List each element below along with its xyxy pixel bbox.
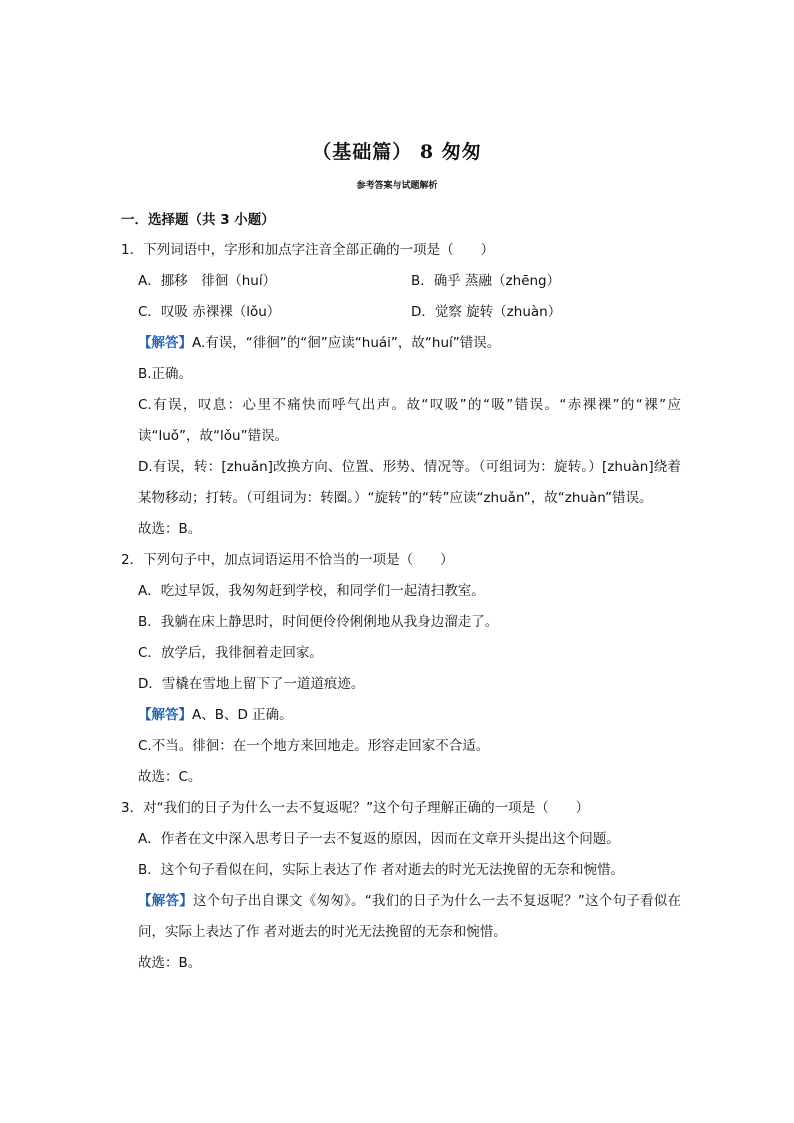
question-1-option-d: D．觉察 旋转（zhuàn） (411, 304, 562, 320)
question-1-option-c: C．叹吸 赤裸裸（lǒu） (138, 304, 281, 320)
question-3-option-a: A．作者在文中深入思考日子一去不复返的原因，因而在文章开头提出这个问题。 (138, 831, 620, 847)
document-body (121, 206, 681, 979)
question-1-option-a: A．挪移 徘徊（huí） (138, 273, 277, 289)
question-1-answer-1: 【解答】A.有误，“徘徊”的“徊”应读“huái”，故“huí”错误。 (138, 335, 501, 351)
question-2 (121, 545, 681, 793)
section-heading: 一．选择题（共 3 小题） (121, 212, 275, 228)
question-2-stem: 2．下列句子中，加点词语运用不恰当的一项是（ ） (121, 552, 454, 568)
question-1-answer-3: C.有误，叹息：心里不痛快而呼气出声。故“叹吸”的“吸”错误。“赤裸裸”的“裸”应读“luǒ”，故“lǒu”错误。 (138, 397, 681, 444)
question-3-stem: 3．对“我们的日子为什么一去不复返呢？”这个句子理解正确的一项是（ ） (121, 800, 590, 816)
question-1-answer-4: D.有误，转：[zhuǎn]改换方向、位置、形势、情况等。（可组词为：旋转。）[zhuàn]绕着某物移动；打转。（可组词为：转圈。）“旋转”的“转”应读“zhuǎn”，故“zhuàn”错误。 (138, 459, 681, 506)
question-2-option-d: D．雪橇在雪地上留下了一道道痕迹。 (138, 676, 365, 692)
question-1-choice: 故选：B。 (138, 521, 202, 537)
question-2-choice: 故选：C。 (138, 769, 202, 785)
answer-tag: 【解答】 (138, 335, 192, 351)
question-2-answer-2: C.不当。徘徊：在一个地方来回地走。形容走回家不合适。 (138, 738, 490, 754)
question-1-option-b: B．确乎 蒸融（zhēng） (411, 273, 561, 289)
question-3 (121, 793, 681, 979)
page-title: （基础篇） 8 匆匆 (312, 141, 482, 163)
page-subtitle: 参考答案与试题解析 (356, 181, 438, 191)
question-1-options-row-1 (121, 266, 681, 297)
question-1-stem: 1．下列词语中，字形和加点字注音全部正确的一项是（ ） (121, 242, 495, 258)
question-2-option-b: B．我躺在床上静思时，时间便伶伶俐俐地从我身边溜走了。 (138, 614, 499, 630)
question-3-choice: 故选：B。 (138, 955, 202, 971)
question-1-answer-2: B.正确。 (138, 366, 193, 382)
answer-tag: 【解答】 (138, 707, 192, 723)
question-2-option-a: A．吃过早饭，我匆匆赶到学校，和同学们一起清扫教室。 (138, 583, 485, 599)
question-2-option-c: C．放学后，我徘徊着走回家。 (138, 645, 323, 661)
question-2-answer-1: 【解答】A、B、D 正确。 (138, 707, 293, 723)
answer-tag: 【解答】 (138, 893, 193, 909)
question-3-answer-1: 【解答】这个句子出自课文《匆匆》。“我们的日子为什么一去不复返呢？”这个句子看似在问，实际上表达了作 者对逝去的时光无法挽留的无奈和惋惜。 (138, 893, 681, 940)
question-3-option-b: B．这个句子看似在问，实际上表达了作 者对逝去的时光无法挽留的无奈和惋惜。 (138, 862, 625, 878)
question-1 (121, 235, 681, 545)
question-1-options-row-2 (121, 297, 681, 328)
